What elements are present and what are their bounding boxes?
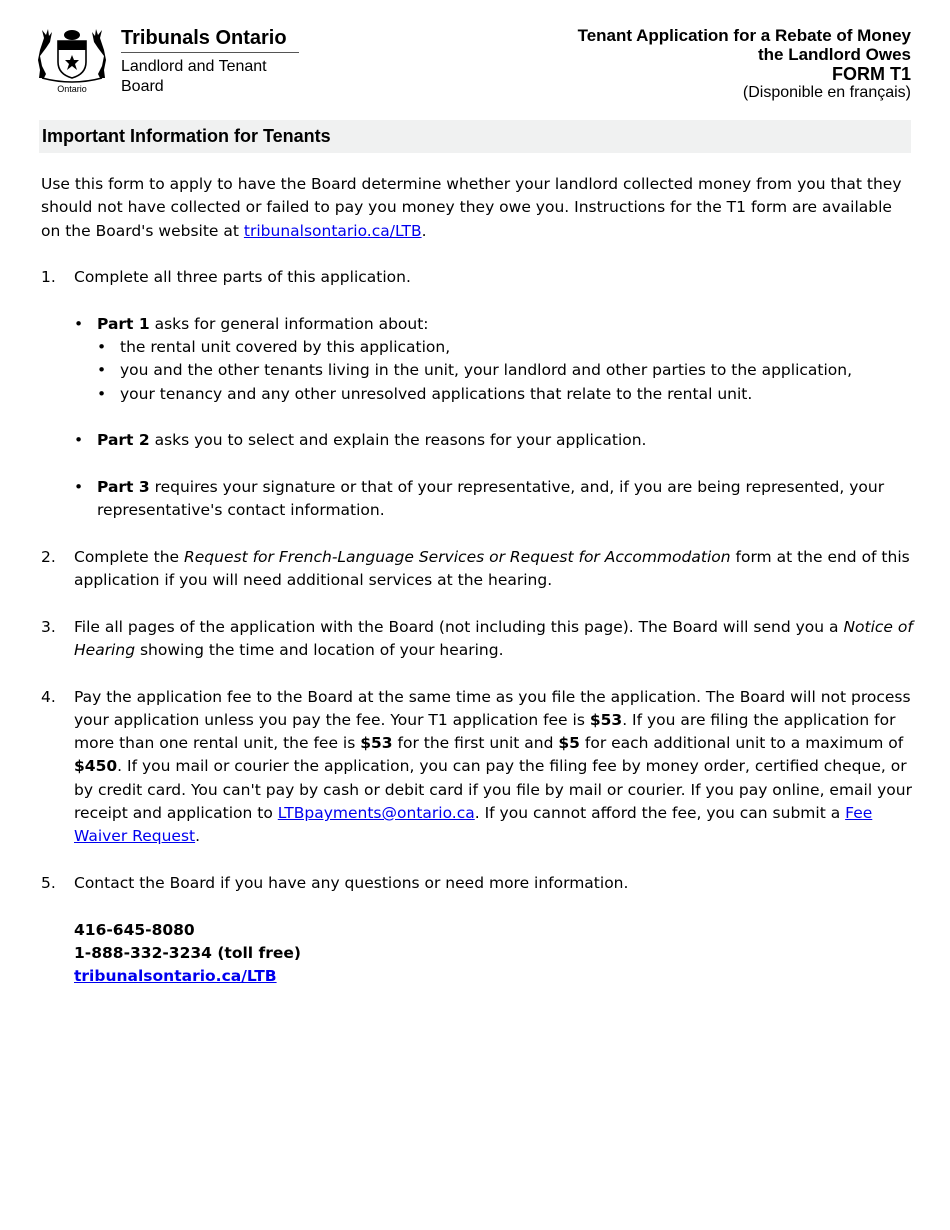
step-number: 5. (41, 873, 56, 892)
fee-amount: $5 (558, 734, 580, 753)
ltb-website-link[interactable]: tribunalsontario.ca/LTB (243, 221, 422, 240)
section-title: Important Information for Tenants (42, 126, 331, 146)
board-name: Landlord and Tenant Board (121, 58, 267, 95)
org-name: Tribunals Ontario (121, 27, 287, 49)
form-title-block (578, 26, 911, 102)
step-1 (41, 266, 913, 289)
step-text: . If you are filing the application for more than one rental unit, the fee is (74, 710, 896, 753)
ontario-coat-of-arms-logo (36, 26, 108, 94)
form-title-line2: the Landlord Owes (757, 45, 911, 64)
parts-list (74, 313, 913, 523)
logo-caption: Ontario (57, 84, 87, 94)
step-text: Pay the application fee to the Board at the same time as you file the application. The Board will not process your application unless you pay the fee. Your T1 application fee is (74, 687, 911, 729)
form-number: FORM T1 (832, 64, 911, 84)
step-text: . If you mail or courier the application, you can pay the filing fee by money order, certified cheque, or by credit card. You can't pay by cash or debit card if you file by mail or courier. If you pay online, email your receipt and application to (74, 757, 912, 823)
bullet: • (74, 431, 84, 450)
step-2 (41, 546, 913, 593)
intro-paragraph (41, 173, 913, 243)
step-text: . If you cannot afford the fee, you can submit a (474, 804, 846, 823)
part-label: Part 3 (97, 477, 150, 496)
form-title-line1: Tenant Application for a Rebate of Money (577, 26, 911, 45)
fee-amount: $450 (74, 757, 118, 776)
step-5 (41, 872, 913, 895)
section-banner (39, 120, 911, 153)
list-item-text: your tenancy and any other unresolved applications that relate to the rental unit. (120, 384, 753, 403)
part-1-sublist (97, 336, 913, 406)
brand-divider (121, 52, 299, 53)
bullet: • (97, 384, 107, 403)
bullet: • (74, 477, 84, 496)
bullet: • (74, 314, 84, 333)
step-text: File all pages of the application with the Board (not including this page). The Board will send you a (74, 617, 844, 636)
part-1-item (74, 313, 913, 336)
french-services-form-title: Request for French-Language Services or Request for Accommodation (184, 547, 731, 566)
step-text: Complete all three parts of this application. (74, 268, 411, 287)
step-number: 2. (41, 547, 56, 566)
instructions-body (41, 173, 913, 988)
fee-amount: $53 (589, 710, 623, 729)
part-label: Part 2 (97, 431, 150, 450)
contact-website-link[interactable]: tribunalsontario.ca/LTB (74, 967, 277, 986)
fee-waiver-request-link[interactable]: Fee Waiver Request (74, 804, 873, 846)
step-3 (41, 616, 913, 663)
step-text: showing the time and location of your hearing. (135, 640, 504, 659)
part-label: Part 1 (97, 314, 150, 333)
part-text: asks for general information about: (149, 314, 429, 333)
intro-text: Use this form to apply to have the Board determine whether your landlord collected money from you that they should not have collected or failed to pay you money they owe you. Instructions for the T1 form are available on the Board's website at (41, 175, 902, 240)
step-text: form at the end of this application if you will need additional services at the hearing. (74, 547, 910, 590)
list-item (97, 336, 913, 359)
step-number: 4. (41, 687, 56, 706)
step-number: 3. (41, 617, 56, 636)
part-text: asks you to select and explain the reasons for your application. (149, 431, 647, 450)
step-4 (41, 686, 913, 849)
bullet: • (97, 338, 107, 357)
step-number: 1. (41, 268, 56, 287)
list-item-text: the rental unit covered by this application, (120, 338, 451, 357)
step-text: . (195, 827, 201, 846)
list-item (97, 383, 913, 406)
intro-end: . (421, 221, 427, 240)
step-text: Complete the (74, 547, 184, 566)
part-2-item (74, 429, 913, 452)
french-availability-note: (Disponible en français) (742, 84, 911, 101)
phone-number: 416-645-8080 (74, 920, 195, 939)
fee-amount: $53 (360, 734, 393, 753)
step-text: Contact the Board if you have any questions or need more information. (74, 873, 629, 892)
part-3-item (74, 476, 913, 523)
part-text: requires your signature or that of your representative, and, if you are being represented, your representative's contact information. (97, 477, 885, 520)
list-item-text: you and the other tenants living in the unit, your landlord and other parties to the application, (120, 361, 853, 380)
toll-free-number: 1-888-332-3234 (toll free) (74, 943, 301, 962)
brand-block (121, 26, 311, 97)
step-text: for the first unit and (392, 734, 559, 753)
notice-of-hearing-title: Notice of Hearing (74, 617, 913, 659)
contact-block (74, 919, 913, 989)
step-text: for each additional unit to a maximum of (579, 734, 904, 753)
list-item (97, 359, 913, 382)
payments-email-link[interactable]: LTBpayments@ontario.ca (277, 804, 475, 823)
bullet: • (97, 361, 107, 380)
